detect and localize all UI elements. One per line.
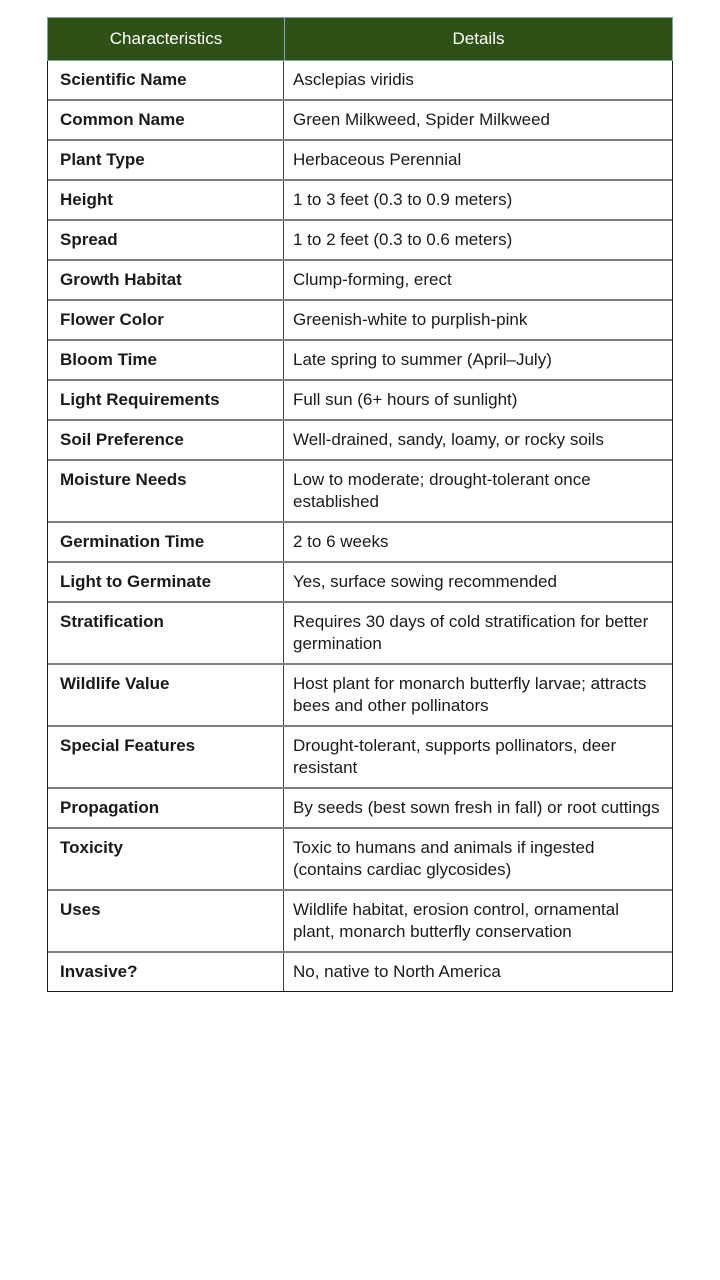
characteristic-cell: Wildlife Value [48, 665, 284, 725]
characteristic-cell: Stratification [48, 603, 284, 663]
characteristic-cell: Germination Time [48, 523, 284, 561]
detail-cell: Well-drained, sandy, loamy, or rocky soils [293, 430, 604, 449]
detail-cell: Yes, surface sowing recommended [293, 572, 557, 591]
characteristic-cell: Light to Germinate [48, 563, 284, 601]
table-row [48, 61, 672, 101]
characteristic-cell: Special Features [48, 727, 284, 787]
detail-cell: Asclepias viridis [293, 70, 414, 89]
detail-cell: Greenish-white to purplish-pink [293, 310, 528, 329]
detail-cell: Toxic to humans and animals if ingested (contains cardiac glycosides) [293, 838, 595, 879]
header-characteristics: Characteristics [48, 18, 285, 60]
detail-cell: Drought-tolerant, supports pollinators, deer resistant [293, 736, 617, 777]
detail-cell: Wildlife habitat, erosion control, ornamental plant, monarch butterfly conservation [293, 900, 619, 941]
header-details: Details [452, 29, 505, 48]
detail-cell: 1 to 3 feet (0.3 to 0.9 meters) [293, 190, 513, 209]
characteristic-cell: Moisture Needs [48, 461, 284, 521]
detail-cell: Green Milkweed, Spider Milkweed [293, 110, 550, 129]
characteristic-cell: Height [48, 181, 284, 219]
detail-cell: Requires 30 days of cold stratification for better germination [293, 612, 649, 653]
table-row [48, 665, 672, 727]
characteristic-cell: Common Name [48, 101, 284, 139]
characteristic-cell: Uses [48, 891, 284, 951]
characteristic-cell: Spread [48, 221, 284, 259]
table-row [48, 261, 672, 301]
table-row [48, 141, 672, 181]
characteristic-cell: Plant Type [48, 141, 284, 179]
characteristic-cell: Soil Preference [48, 421, 284, 459]
detail-cell: Late spring to summer (April–July) [293, 350, 552, 369]
table-row [48, 953, 672, 991]
detail-cell: No, native to North America [293, 962, 501, 981]
characteristic-cell: Light Requirements [48, 381, 284, 419]
detail-cell: Host plant for monarch butterfly larvae; attracts bees and other pollinators [293, 674, 647, 715]
table-row [48, 341, 672, 381]
table-row [48, 381, 672, 421]
table-row [48, 727, 672, 789]
detail-cell: 1 to 2 feet (0.3 to 0.6 meters) [293, 230, 513, 249]
characteristic-cell: Bloom Time [48, 341, 284, 379]
plant-characteristics-table [47, 17, 673, 992]
detail-cell: Herbaceous Perennial [293, 150, 462, 169]
table-body [47, 61, 673, 992]
characteristic-cell: Propagation [48, 789, 284, 827]
characteristic-cell: Scientific Name [48, 61, 284, 99]
detail-cell: Clump-forming, erect [293, 270, 452, 289]
characteristic-cell: Flower Color [48, 301, 284, 339]
detail-cell: By seeds (best sown fresh in fall) or root cuttings [293, 798, 660, 817]
table-row [48, 421, 672, 461]
characteristic-cell: Invasive? [48, 953, 284, 991]
table-row [48, 563, 672, 603]
detail-cell: 2 to 6 weeks [293, 532, 389, 551]
table-row [48, 891, 672, 953]
table-row [48, 829, 672, 891]
table-header-row [47, 17, 673, 61]
table-row [48, 221, 672, 261]
detail-cell: Full sun (6+ hours of sunlight) [293, 390, 518, 409]
table-row [48, 101, 672, 141]
table-row [48, 301, 672, 341]
table-row [48, 789, 672, 829]
table-row [48, 603, 672, 665]
table-row [48, 523, 672, 563]
characteristic-cell: Toxicity [48, 829, 284, 889]
characteristic-cell: Growth Habitat [48, 261, 284, 299]
table-row [48, 461, 672, 523]
detail-cell: Low to moderate; drought-tolerant once established [293, 470, 591, 511]
table-row [48, 181, 672, 221]
